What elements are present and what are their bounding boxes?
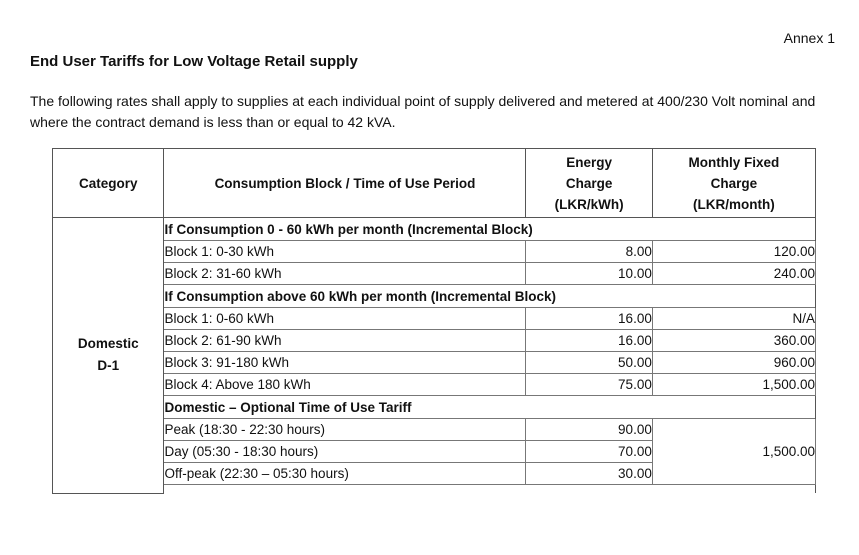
header-fixed-line1: Monthly Fixed bbox=[688, 154, 780, 170]
block-cell: Block 1: 0-60 kWh bbox=[164, 308, 526, 330]
table-spacer-cell bbox=[164, 485, 816, 494]
header-category: Category bbox=[53, 149, 164, 218]
group-title-2: If Consumption above 60 kWh per month (Incremental Block) bbox=[164, 285, 816, 308]
fixed-charge-merged-cell: 1,500.00 bbox=[652, 419, 815, 485]
block-cell: Block 4: Above 180 kWh bbox=[164, 374, 526, 396]
block-cell: Block 1: 0-30 kWh bbox=[164, 241, 526, 263]
energy-charge-cell: 8.00 bbox=[526, 241, 652, 263]
header-energy-line2: Charge bbox=[565, 175, 613, 191]
block-cell: Block 2: 31-60 kWh bbox=[164, 263, 526, 285]
group-heading-row bbox=[53, 218, 816, 241]
table-row bbox=[53, 374, 816, 396]
table-header-row bbox=[53, 149, 816, 218]
energy-charge-cell: 16.00 bbox=[526, 330, 652, 352]
block-cell: Off-peak (22:30 – 05:30 hours) bbox=[164, 463, 526, 485]
energy-charge-cell: 16.00 bbox=[526, 308, 652, 330]
fixed-charge-cell: 240.00 bbox=[652, 263, 815, 285]
annex-label: Annex 1 bbox=[783, 30, 835, 46]
header-fixed-line2: Charge bbox=[710, 175, 758, 191]
energy-charge-cell: 90.00 bbox=[526, 419, 652, 441]
fixed-charge-cell: 960.00 bbox=[652, 352, 815, 374]
fixed-charge-cell: 120.00 bbox=[652, 241, 815, 263]
category-line2: D-1 bbox=[97, 358, 120, 374]
block-cell: Block 2: 61-90 kWh bbox=[164, 330, 526, 352]
table-spacer-row bbox=[53, 485, 816, 494]
table-row bbox=[53, 241, 816, 263]
document-title: End User Tariffs for Low Voltage Retail supply bbox=[30, 53, 358, 70]
header-consumption-block: Consumption Block / Time of Use Period bbox=[164, 149, 526, 218]
intro-paragraph: The following rates shall apply to supplies at each individual point of supply delivered and metered at 400/230 Volt nominal and where the contract demand is less than or equal to 42 kVA. bbox=[30, 93, 816, 130]
fixed-charge-cell: 1,500.00 bbox=[652, 374, 815, 396]
fixed-charge-cell: 360.00 bbox=[652, 330, 815, 352]
table-row bbox=[53, 352, 816, 374]
group-title-3: Domestic – Optional Time of Use Tariff bbox=[164, 396, 816, 419]
energy-charge-cell: 10.00 bbox=[526, 263, 652, 285]
block-cell: Peak (18:30 - 22:30 hours) bbox=[164, 419, 526, 441]
block-cell: Block 3: 91-180 kWh bbox=[164, 352, 526, 374]
header-monthly-fixed-charge bbox=[652, 149, 815, 218]
group-heading-row bbox=[53, 396, 816, 419]
table-row bbox=[53, 308, 816, 330]
header-fixed-line3: (LKR/month) bbox=[693, 196, 775, 212]
group-title-1: If Consumption 0 - 60 kWh per month (Incremental Block) bbox=[164, 218, 816, 241]
table-row bbox=[53, 330, 816, 352]
table-row bbox=[53, 419, 816, 441]
energy-charge-cell: 75.00 bbox=[526, 374, 652, 396]
fixed-charge-cell: N/A bbox=[652, 308, 815, 330]
energy-charge-cell: 30.00 bbox=[526, 463, 652, 485]
header-energy-line1: Energy bbox=[566, 154, 613, 170]
energy-charge-cell: 50.00 bbox=[526, 352, 652, 374]
header-energy-line3: (LKR/kWh) bbox=[554, 196, 624, 212]
block-cell: Day (05:30 - 18:30 hours) bbox=[164, 441, 526, 463]
group-heading-row bbox=[53, 285, 816, 308]
header-energy-charge bbox=[526, 149, 652, 218]
category-cell bbox=[53, 218, 164, 494]
table-row bbox=[53, 263, 816, 285]
category-line1: Domestic bbox=[77, 336, 139, 352]
tariff-table bbox=[52, 148, 816, 494]
energy-charge-cell: 70.00 bbox=[526, 441, 652, 463]
